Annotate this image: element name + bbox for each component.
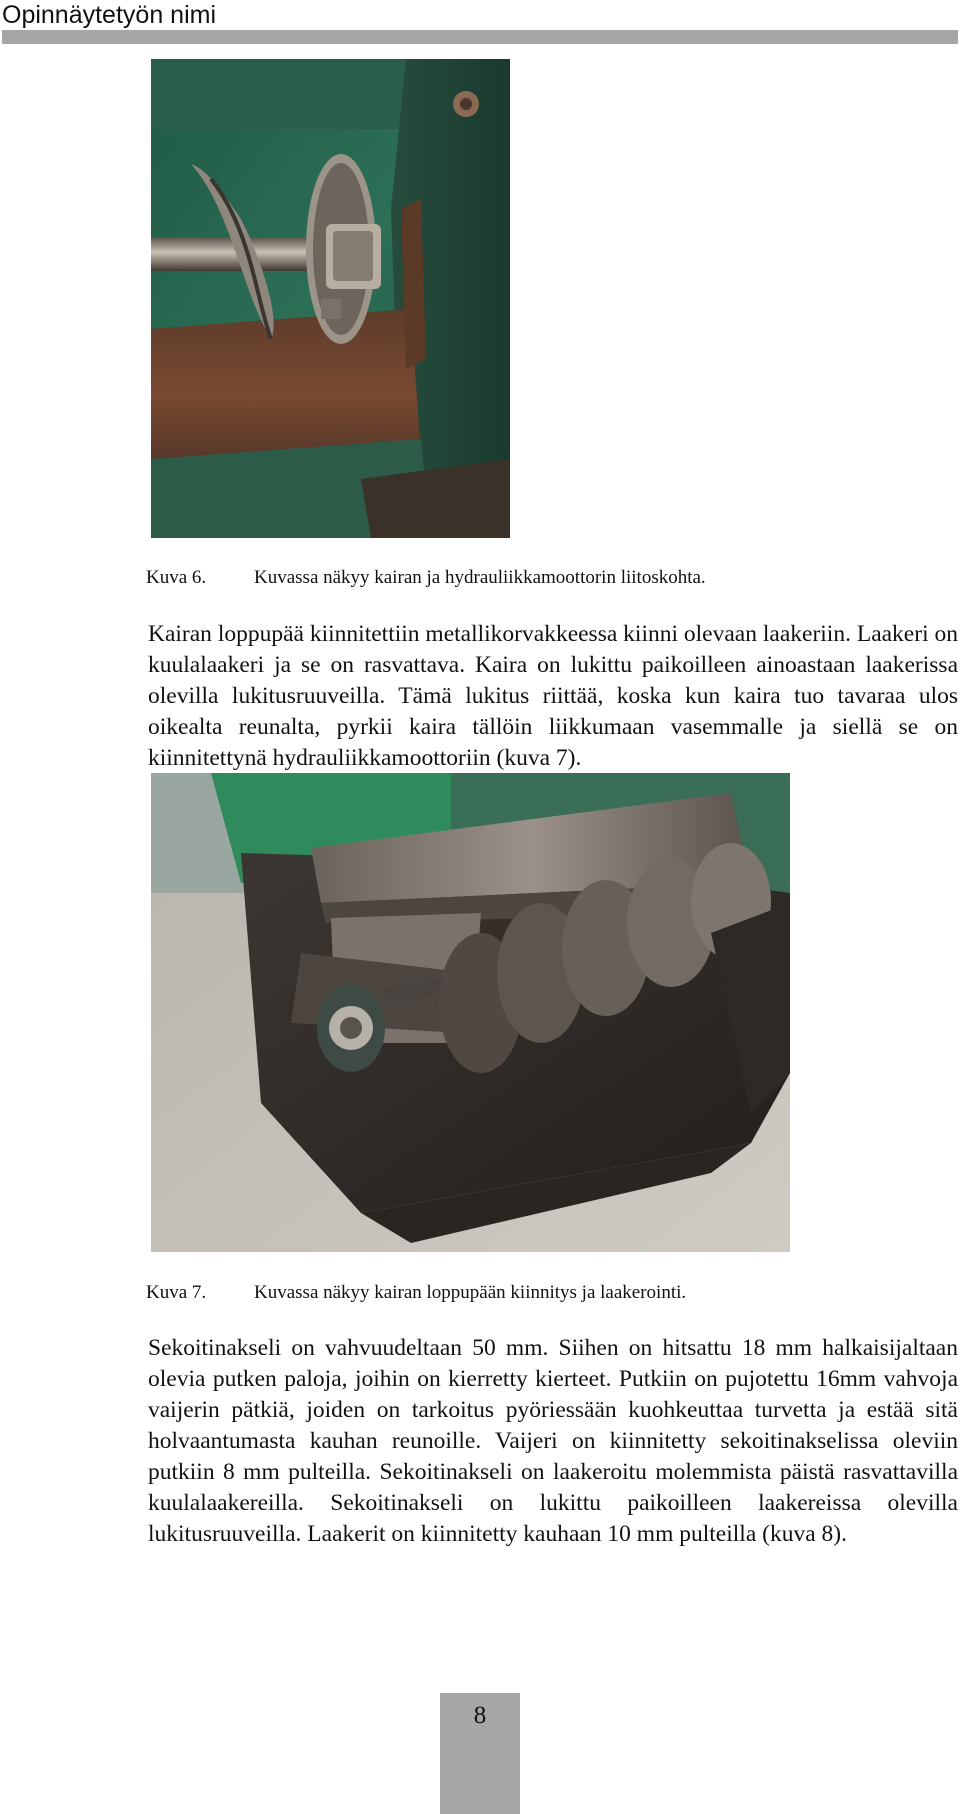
figure-6-caption-text: Kuvassa näkyy kairan ja hydrauliikkamoottorin liitoskohta.	[254, 567, 706, 588]
body-paragraph-1: Kairan loppupää kiinnitettiin metallikorvakkeessa kiinni olevaan laakeriin. Laakeri on kuulalaakeri ja se on rasvattava. Kaira on lukittu paikoilleen ainoastaan laakerissa olevilla lukitusruuveilla. Tämä lukitus riittää, koska kun kaira tuo tavaraa ulos oikealta reunalta, pyrkii kaira tällöin liikkumaan vasemmalle ja siellä se on kiinnitettynä hydrauliikkamoottoriin (kuva 7).	[148, 621, 958, 771]
figure-7-caption-text: Kuvassa näkyy kairan loppupään kiinnitys ja laakerointi.	[254, 1282, 687, 1303]
header-rule	[2, 30, 958, 44]
figure-7-photo	[151, 773, 790, 1252]
figure-7-caption	[146, 1281, 686, 1305]
running-header-title: Opinnäytetyön nimi	[2, 1, 217, 29]
page-number-box	[440, 1693, 520, 1814]
figure-7-label: Kuva 7.	[146, 1282, 207, 1303]
page-number: 8	[473, 1702, 487, 1729]
body-paragraph-2: Sekoitinakseli on vahvuudeltaan 50 mm. Siihen on hitsattu 18 mm halkaisijaltaan olevia putken paloja, joihin on kierretty kierteet. Putkiin on pujotettu 16mm vahvoja vaijerin pätkiä, joiden on tarkoitus pyöriessään kuohkeuttaa turvetta ja estää sitä holvaantumasta kauhan reunoille. Vaijeri on kiinnitetty sekoitinakselissa oleviin putkiin 8 mm pulteilla. Sekoitinakseli on laakeroitu molemmista päistä rasvattavilla kuulalaakereilla. Sekoitinakseli on lukittu paikoilleen laakereissa olevilla lukitusruuveilla. Laakerit on kiinnitetty kauhaan 10 mm pulteilla (kuva 8).	[148, 1335, 958, 1547]
figure-6-caption	[146, 566, 706, 590]
figure-6-photo	[151, 59, 510, 538]
figure-6-label: Kuva 6.	[146, 567, 207, 588]
